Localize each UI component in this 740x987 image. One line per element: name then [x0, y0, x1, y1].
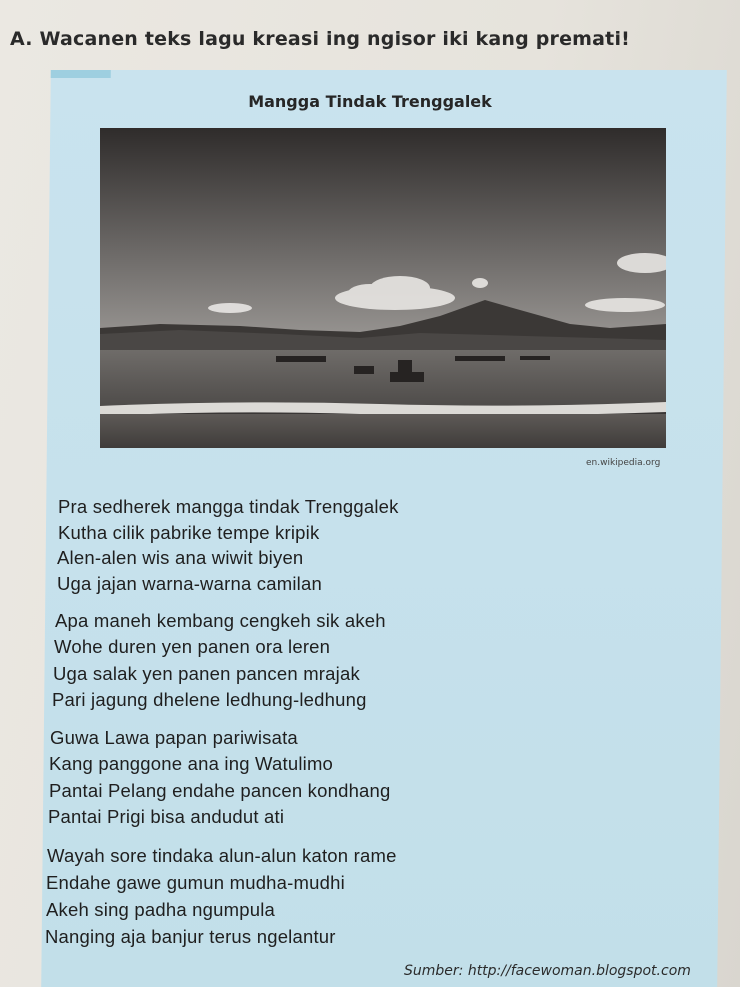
lyric-line: Apa maneh kembang cengkeh sik akeh: [55, 610, 386, 631]
song-title: Mangga Tindak Trenggalek: [248, 92, 492, 111]
photo-credit: en.wikipedia.org: [586, 458, 661, 468]
lyric-line: Wohe duren yen panen ora leren: [54, 636, 331, 657]
lyric-line: Uga salak yen panen pancen mrajak: [53, 663, 360, 684]
lyric-line: Nanging aja banjur terus ngelantur: [45, 926, 336, 947]
lyric-line: Endahe gawe gumun mudha-mudhi: [46, 872, 345, 893]
lyric-line: Pantai Prigi bisa andudut ati: [48, 806, 285, 827]
lyric-line: Pantai Pelang endahe pancen kondhang: [49, 780, 391, 801]
source-citation: Sumber: http://facewoman.blogspot.com: [404, 963, 691, 979]
lyric-line: Pari jagung dhelene ledhung-ledhung: [52, 689, 367, 710]
instruction-heading: A. Wacanen teks lagu kreasi ing ngisor iki kang premati!: [10, 28, 631, 50]
lyric-line: Wayah sore tindaka alun-alun katon rame: [47, 845, 397, 866]
lyric-line: Guwa Lawa papan pariwisata: [50, 727, 298, 748]
lyric-line: Kutha cilik pabrike tempe kripik: [58, 522, 320, 543]
lyric-line: Uga jajan warna-warna camilan: [57, 573, 322, 594]
lyric-line: Kang panggone ana ing Watulimo: [49, 753, 334, 774]
lyric-line: Pra sedherek mangga tindak Trenggalek: [58, 496, 399, 517]
lyric-line: Alen-alen wis ana wiwit biyen: [57, 547, 304, 568]
lyric-line: Akeh sing padha ngumpula: [46, 899, 276, 920]
